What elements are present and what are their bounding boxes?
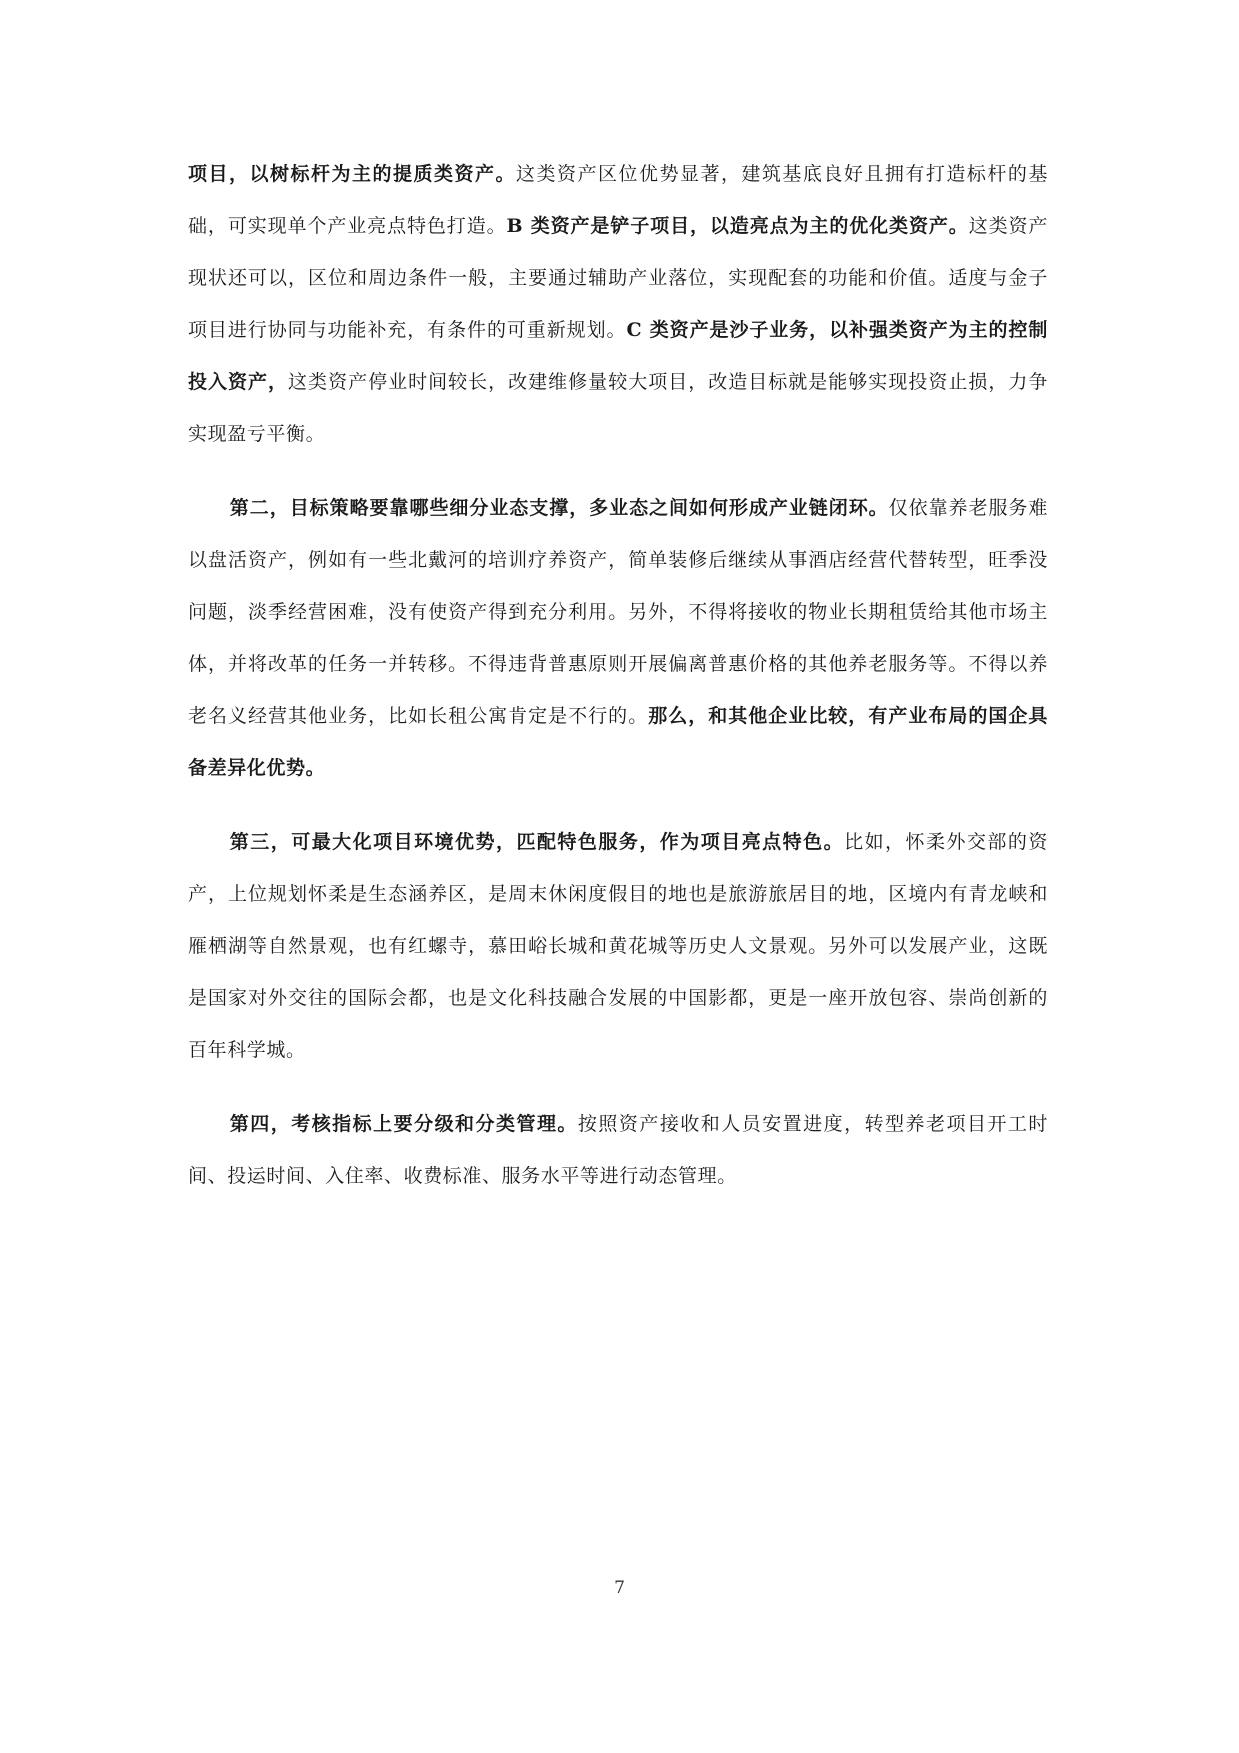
bold-text: 第二，目标策略要靠哪些细分业态支撑，多业态之间如何形成产业链闭环。 [229,497,889,519]
body-text: 按照资产接收和人员安置进度，转型养老项目开工时间、投运时间、入住率、收费标准、服务水平等进行动态管理。 [188,1113,1048,1187]
paragraph-1 [188,148,1048,460]
bold-text: B 类资产是铲子项目，以造亮点为主的优化类资产。 [506,215,969,237]
body-text: 这类资产停业时间较长，改建维修量较大项目，改造目标就是能够实现投资止损，力争实现盈亏平衡。 [188,371,1048,445]
bold-text: 项目，以树标杆为主的提质类资产。 [188,163,516,185]
body-text: 这类资产区位优势显著，建筑基底良好且拥有打造标杆的基础，可实现单个产业亮点特色打造。 [188,163,1048,237]
bold-text: 第四，考核指标上要分级和分类管理。 [229,1113,578,1135]
paragraph-3 [188,816,1048,1076]
bold-text: 第三，可最大化项目环境优势，匹配特色服务，作为项目亮点特色。 [229,831,845,853]
body-text: 这类资产现状还可以，区位和周边条件一般，主要通过辅助产业落位，实现配套的功能和价值。适度与金子项目进行协同与功能补充，有条件的可重新规划。 [188,215,1049,341]
page-number: 7 [614,1578,625,1598]
body-text: 仅依靠养老服务难以盘活资产，例如有一些北戴河的培训疗养资产，简单装修后继续从事酒店经营代替转型，旺季没问题，淡季经营困难，没有使资产得到充分利用。另外，不得将接收的物业长期租赁给其他市场主体，并将改革的任务一并转移。不得违背普惠原则开展偏离普惠价格的其他养老服务等。不得以养老名义经营其他业务，比如长租公寓肯定是不行的。 [188,497,1048,727]
document-body [188,148,1048,1224]
body-text: 比如，怀柔外交部的资产，上位规划怀柔是生态涵养区，是周末休闲度假目的地也是旅游旅居目的地，区境内有青龙峡和雁栖湖等自然景观，也有红螺寺，慕田峪长城和黄花城等历史人文景观。另外可以发展产业，这既是国家对外交往的国际会都，也是文化科技融合发展的中国影都，更是一座开放包容、崇尚创新的百年科学城。 [188,831,1048,1061]
bold-text: 那么，和其他企业比较，有产业布局的国企具备差异化优势。 [188,705,1048,779]
paragraph-2 [188,482,1048,794]
paragraph-4 [188,1098,1048,1202]
bold-text: C 类资产是沙子业务，以补强类资产为主的控制投入资产， [188,319,1048,393]
